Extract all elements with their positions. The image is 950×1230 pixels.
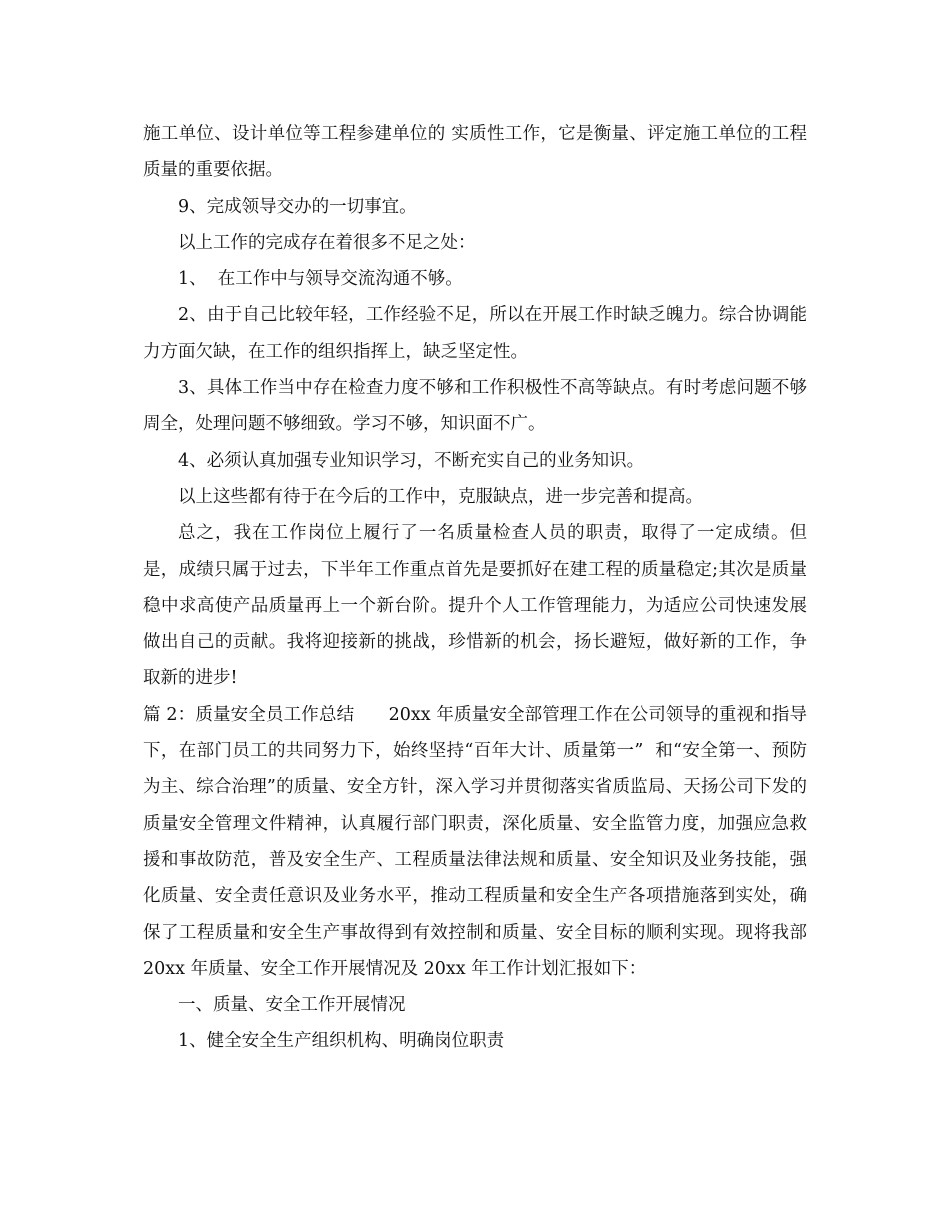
paragraph: 1、 在工作中与领导交流沟通不够。 (178, 269, 463, 290)
paragraph: 总之，我在工作岗位上履行了一名质量检查人员的职责，取得了一定成绩。但是，成绩只属于过去，下半年工作重点首先是要抓好在建工程的质量稳定;其次是质量稳中求高使产品质量再上一个新台阶。提升个人工作管理能力，为适应公司快速发展做出自己的贡献。我将迎接新的挑战，珍惜新的机会，扬长避短，做好新的工作，争取新的进步! (143, 523, 807, 689)
paragraph: 以上这些都有待于在今后的工作中，克服缺点，进一步完善和提高。 (178, 486, 703, 507)
section-heading: 一、质量、安全工作开展情况 (178, 995, 406, 1016)
document-body (143, 116, 813, 1060)
section-paragraph: 篇 2：质量安全员工作总结 20xx 年质量安全部管理工作在公司领导的重视和指导下，在部门员工的共同努力下，始终坚持“百年大计、质量第一” 和“安全第一、预防为主、综合治理”的质量、安全方针，深入学习并贯彻落实省质监局、天扬公司下发的质量安全管理文件精神，认真履行部门职责，深化质量、安全监管力度，加强应急救援和事故防范，普及安全生产、工程质量法律法规和质量、安全知识及业务技能，强化质量、安全责任意识及业务水平，推动工程质量和安全生产各项措施落到实处，确保了工程质量和安全生产事故得到有效控制和质量、安全目标的顺利实现。现将我部 20xx 年质量、安全工作开展情况及 20xx 年工作计划汇报如下： (143, 704, 813, 979)
paragraph: 4、必须认真加强专业知识学习，不断充实自己的业务知识。 (178, 450, 645, 471)
paragraph: 以上工作的完成存在着很多不足之处： (178, 232, 476, 253)
paragraph: 施工单位、设计单位等工程参建单位的 实质性工作，它是衡量、评定施工单位的工程质量的重要依据。 (143, 124, 807, 181)
subsection-heading: 1、健全安全生产组织机构、明确岗位职责 (178, 1031, 505, 1052)
paragraph: 3、具体工作当中存在检查力度不够和工作积极性不高等缺点。有时考虑问题不够周全，处理问题不够细致。学习不够，知识面不广。 (143, 378, 807, 435)
paragraph: 9、完成领导交办的一切事宜。 (178, 196, 417, 217)
paragraph: 2、由于自己比较年轻，工作经验不足，所以在开展工作时缺乏魄力。综合协调能力方面欠缺，在工作的组织指挥上，缺乏坚定性。 (143, 305, 807, 362)
